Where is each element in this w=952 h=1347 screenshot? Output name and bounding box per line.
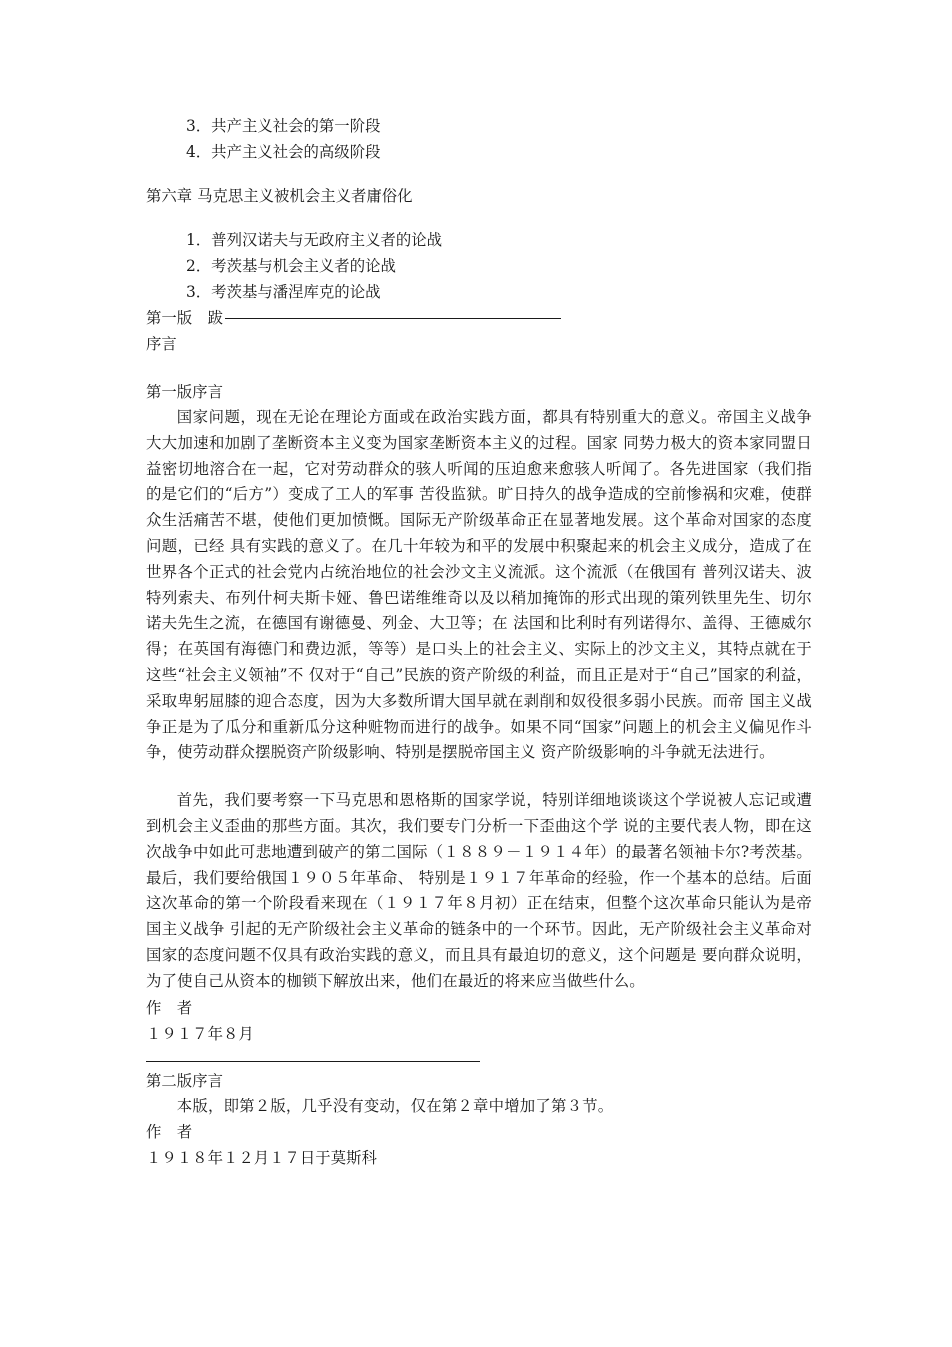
- second-preface-heading: 第二版序言: [146, 1071, 223, 1090]
- toc-item: 3．考茨基与潘涅库克的论战: [186, 283, 381, 301]
- postscript-label: 第一版 跋: [146, 309, 223, 327]
- spacer: [146, 766, 812, 788]
- second-preface-date: １９１８年１２月１７日于莫斯科: [146, 1149, 377, 1168]
- spacer: [146, 209, 812, 227]
- toc-item: 4．共产主义社会的高级阶段: [186, 143, 381, 161]
- chapter-title: 第六章 马克思主义被机会主义者庸俗化: [146, 187, 413, 205]
- toc-item: 3．共产主义社会的第一阶段: [186, 117, 381, 135]
- toc-item: 2．考茨基与机会主义者的论战: [186, 257, 396, 275]
- toc-preface-label: 序言: [146, 335, 177, 353]
- spacer: [146, 165, 812, 183]
- first-preface-author: 作 者: [146, 998, 193, 1017]
- first-preface-paragraph-1: 国家问题，现在无论在理论方面或在政治实践方面，都具有特别重大的意义。帝国主义战争大大加速和加剧了垄断资本主义变为国家垄断资本主义的过程。国家 同势力极大的资本家同盟日益密切地溶合在一起，它对劳动群众的骇人听闻的压迫愈来愈骇人听闻了。各先进国家（我们指的是它们的“后方”）变成了工人的军事 苦役监狱。旷日持久的战争造成的空前惨祸和灾难，使群众生活痛苦不堪，使他们更加愤慨。国际无产阶级革命正在显著地发展。这个革命对国家的态度问题，已经 具有实践的意义了。在几十年较为和平的发展中积聚起来的机会主义成分，造成了在世界各个正式的社会党内占统治地位的社会沙文主义流派。这个流派（在俄国有 普列汉诺夫、波特列索夫、布列什柯夫斯卡娅、鲁巴诺维维奇以及以稍加掩饰的形式出现的策列铁里先生、切尔诺夫先生之流，在德国有谢德曼、列金、大卫等；在 法国和比利时有列诺得尔、盖得、王德威尔得；在英国有海德门和费边派，等等）是口头上的社会主义、实际上的沙文主义，其特点就在于这些“社会主义领袖”不 仅对于“自己”民族的资产阶级的利益，而且正是对于“自己”国家的利益，采取卑躬屈膝的迎合态度，因为大多数所谓大国早就在剥削和奴役很多弱小民族。而帝 国主义战争正是为了瓜分和重新瓜分这种赃物而进行的战争。如果不同“国家”问题上的机会主义偏见作斗争，使劳动群众摆脱资产阶级影响、特别是摆脱帝国主义 资产阶级影响的斗争就无法进行。: [146, 408, 812, 762]
- spacer: [146, 357, 812, 379]
- dotted-leader-rule: [225, 318, 561, 319]
- toc-item: 1．普列汉诺夫与无政府主义者的论战: [186, 231, 443, 249]
- second-preface-author: 作 者: [146, 1123, 193, 1142]
- first-preface-date: １９１７年８月: [146, 1024, 254, 1043]
- toc-postscript: [146, 305, 812, 331]
- section-divider: [146, 1061, 480, 1062]
- document-page: [146, 113, 812, 1171]
- first-preface-heading: 第一版序言: [146, 383, 223, 401]
- second-preface-paragraph: 本版，即第２版，几乎没有变动，仅在第２章中增加了第３节。: [176, 1096, 614, 1115]
- first-preface-paragraph-2: 首先，我们要考察一下马克思和恩格斯的国家学说，特别详细地谈谈这个学说被人忘记或遭到机会主义歪曲的那些方面。其次，我们要专门分析一下歪曲这个学 说的主要代表人物，即在这次战争中如此可悲地遭到破产的第二国际（１８８９－１９１４年）的最著名领袖卡尔?考茨基。最后，我们要给俄国１９０５年革命、 特别是１９１７年革命的经验，作一个基本的总结。后面这次革命的第一个阶段看来现在（１９１７年８月初）正在结束，但整个这次革命只能认为是帝国主义战争 引起的无产阶级社会主义革命的链条中的一个环节。因此，无产阶级社会主义革命对国家的态度问题不仅具有政治实践的意义，而且具有最迫切的意义，这个问题是 要向群众说明，为了使自己从资本的枷锁下解放出来，他们在最近的将来应当做些什么。: [146, 791, 812, 990]
